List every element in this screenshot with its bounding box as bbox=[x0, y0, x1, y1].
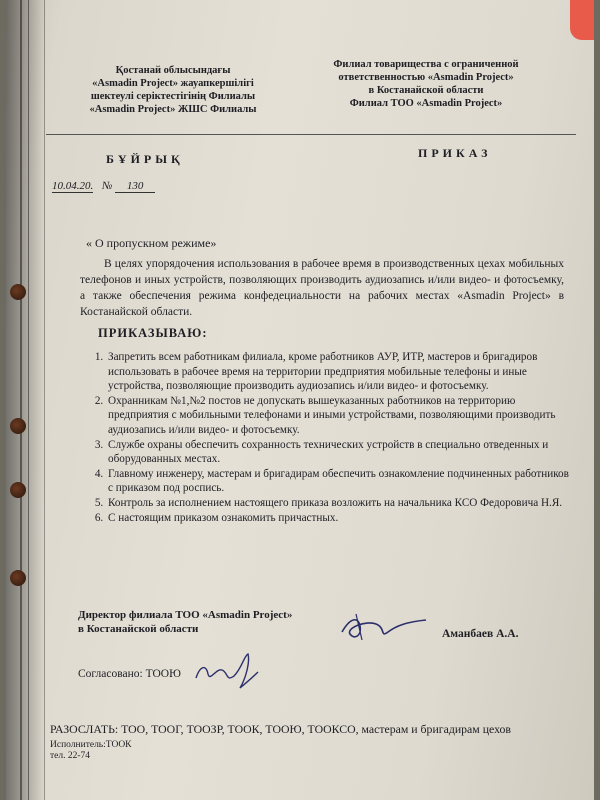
list-item: 1. Запретить всем работникам филиала, кроме работников АУР, ИТР, мастеров и бригадиров использовать в рабочее время на территории предприятия мобильные телефоны и иные устройства, позволяющие производить аудиозапись и/или видео- и фотосъемку. bbox=[106, 350, 570, 394]
header-right-line: в Костанайской области bbox=[368, 85, 484, 96]
executor-line: Исполнитель:ТООК bbox=[50, 740, 132, 750]
punch-hole bbox=[10, 482, 26, 498]
handwritten-number: 130 bbox=[115, 180, 155, 193]
list-item: 2. Охранникам №1,№2 постов не допускать вышеуказанных работников на территорию предприятия с мобильными телефонами и иными устройствами, позволяющими производить аудиозапись и/или видео- и фотосъемку. bbox=[106, 394, 570, 438]
header-left-line: «Asmadin Project» жауапкершілігі bbox=[92, 78, 254, 89]
punch-hole bbox=[10, 418, 26, 434]
director-signature bbox=[336, 610, 432, 646]
header-russian bbox=[296, 58, 556, 110]
intro-paragraph: В целях упорядочения использования в рабочее время в производственных цехах мобильных телефонов и иных устройств, позволяющих производить аудиозапись и/или видео- и фотосъемку, а также обеспечения режима конфедециальности на рабочих местах «Asmadin Project» в Костанайской области. bbox=[80, 258, 564, 318]
executor-phone: тел. 22-74 bbox=[50, 751, 91, 761]
executor-info bbox=[50, 740, 132, 762]
signature-block bbox=[78, 608, 292, 636]
signature-title-line: Директор филиала ТОО «Asmadin Project» bbox=[78, 609, 293, 621]
red-object-corner bbox=[570, 0, 594, 40]
punch-hole bbox=[10, 570, 26, 586]
order-word: ПРИКАЗЫВАЮ: bbox=[98, 326, 208, 340]
header-left-line: «Asmadin Project» ЖШС Филиалы bbox=[89, 104, 257, 115]
header-left-line: Қостанай облысындағы bbox=[115, 65, 231, 76]
order-subject: « О пропускном режиме» bbox=[86, 236, 217, 250]
list-item: 4. Главному инженеру, мастерам и бригадирам обеспечить ознакомление подчиненных работников с приказом под роспись. bbox=[106, 467, 570, 496]
distribution-line: РАЗОСЛАТЬ: ТОО, ТООГ, ТООЗР, ТООК, ТООЮ, ТООКСО, мастерам и бригадирам цехов bbox=[50, 722, 512, 736]
scan-artifact-line bbox=[28, 0, 29, 800]
order-items-list bbox=[98, 350, 570, 525]
scan-artifact-line bbox=[44, 0, 45, 800]
header-divider bbox=[46, 134, 576, 135]
approval-line: Согласовано: ТООЮ bbox=[78, 668, 181, 680]
header-kazakh bbox=[48, 64, 298, 116]
punch-hole bbox=[10, 284, 26, 300]
scan-shadow bbox=[6, 0, 46, 800]
list-item: 3. Службе охраны обеспечить сохранность технических устройств в специально отведенных и оборудованных местах. bbox=[106, 438, 570, 467]
number-label: № bbox=[102, 180, 113, 192]
handwritten-date: 10.04.20. bbox=[52, 180, 94, 192]
signature-title-line: в Костанайской области bbox=[78, 623, 199, 635]
signer-name: Аманбаев А.А. bbox=[442, 628, 519, 640]
list-item: 6. С настоящим приказом ознакомить причастных. bbox=[106, 511, 570, 526]
header-right-line: Филиал товарищества с ограниченной bbox=[333, 59, 519, 70]
header-right-line: ответственностью «Asmadin Project» bbox=[338, 72, 514, 83]
list-item: 5. Контроль за исполнением настоящего приказа возложить на начальника КСО Федоровича Н.Я. bbox=[106, 496, 570, 511]
scan-artifact-line bbox=[20, 0, 22, 800]
document-page bbox=[6, 0, 594, 800]
title-russian: ПРИКАЗ bbox=[418, 146, 492, 160]
title-kazakh: БҰЙРЫҚ bbox=[106, 152, 184, 166]
approval-signature bbox=[192, 648, 262, 692]
header-left-line: шектеулі серіктестігінің Филиалы bbox=[90, 91, 256, 102]
date-number-line bbox=[52, 180, 155, 193]
header-right-line: Филиал ТОО «Asmadin Project» bbox=[349, 98, 503, 109]
